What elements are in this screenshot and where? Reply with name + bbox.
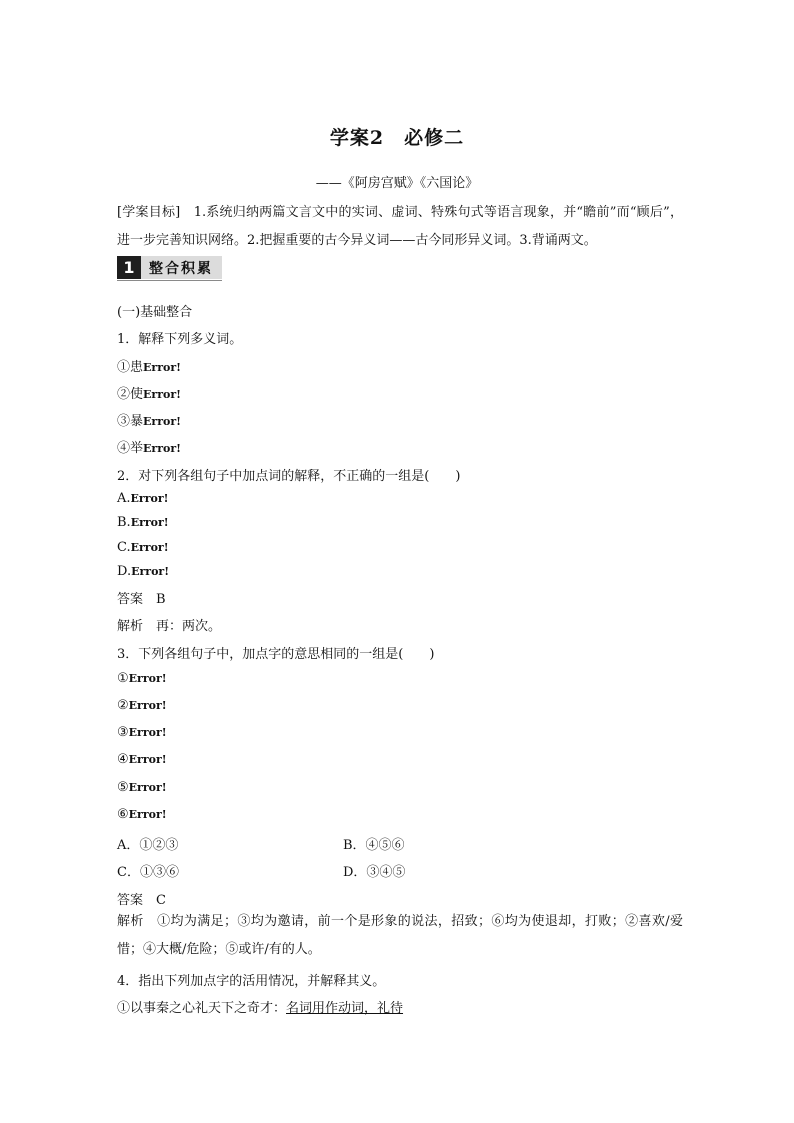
- q3-choice-a: A．①②③: [117, 838, 179, 853]
- error-text: Error!: [130, 492, 169, 505]
- goal-text: 1.系统归纳两篇文言文中的实词、虚词、特殊句式等语言现象，并“瞻前”而“顾后”，进一步完善知识网络。2.把握重要的古今异义词——古今同形异义词。3.背诵两文。: [117, 205, 683, 248]
- section-header: [117, 256, 222, 279]
- subsection-title: (一)基础整合: [117, 305, 193, 320]
- q2-stem: 2．对下列各组句子中加点词的解释，不正确的一组是( ): [117, 469, 461, 484]
- q4-item: [117, 997, 403, 1016]
- page-title: 学案2 必修二: [329, 127, 465, 149]
- q3-item-prefix: ⑥: [117, 807, 129, 822]
- q3-choice-c: C．①③⑥: [117, 865, 179, 880]
- q3-analysis: 解析 ①均为满足；③均为邀请，前一个是形象的说法，招致；⑥均为使退却，打败；②喜欢/爱惜；④大概/危险；⑤或许/有的人。: [117, 914, 683, 957]
- error-text: Error!: [143, 361, 181, 374]
- q2-answer: 答案 B: [117, 592, 166, 607]
- q3-choice-b: B．④⑤⑥: [343, 838, 405, 853]
- q2-option-letter: B.: [117, 515, 131, 530]
- q1-item: [117, 410, 181, 429]
- q2-option-letter: A.: [117, 491, 131, 506]
- error-text: Error!: [131, 565, 170, 578]
- q3-item: [117, 698, 167, 713]
- q3-item: [117, 752, 167, 767]
- section-label: 整合积累: [149, 260, 213, 277]
- q1-item: [117, 356, 181, 375]
- error-text: Error!: [130, 541, 169, 554]
- q3-answer: 答案 C: [117, 893, 166, 908]
- error-text: Error!: [128, 672, 167, 685]
- goal-tag: [学案目标]: [117, 205, 181, 220]
- q1-item-prefix: ①患: [117, 360, 144, 375]
- q1-item-prefix: ②使: [117, 387, 144, 402]
- q3-choice-d: D．③④⑤: [343, 865, 406, 880]
- learning-goal: [117, 199, 683, 255]
- page-subtitle: ——《阿房宫赋》《六国论》: [315, 176, 479, 191]
- error-text: Error!: [128, 726, 167, 739]
- q1-item: [117, 383, 181, 402]
- q3-item-prefix: ③: [117, 725, 129, 740]
- q3-item: [117, 807, 167, 822]
- error-text: Error!: [128, 781, 167, 794]
- q3-item-prefix: ①: [117, 671, 129, 686]
- q2-option-letter: D.: [117, 564, 132, 579]
- q3-stem: 3．下列各组句子中，加点字的意思相同的一组是( ): [117, 647, 435, 662]
- q2-option: [117, 540, 169, 555]
- q3-item: [117, 780, 167, 795]
- error-text: Error!: [128, 808, 167, 821]
- q2-analysis: 解析 再：两次。: [117, 619, 222, 634]
- section-underline: [117, 280, 222, 281]
- q4-item-answer: 名词用作动词，礼待: [286, 1001, 404, 1016]
- error-text: Error!: [143, 388, 181, 401]
- error-text: Error!: [128, 753, 167, 766]
- q3-item: [117, 725, 167, 740]
- error-text: Error!: [143, 415, 181, 428]
- q3-item-prefix: ④: [117, 752, 129, 767]
- q2-option: [117, 491, 168, 506]
- q3-item-prefix: ②: [117, 698, 129, 713]
- q2-option: [117, 564, 169, 579]
- q4-stem: 4．指出下列加点字的活用情况，并解释其义。: [117, 974, 386, 989]
- section-number: 1: [117, 256, 141, 279]
- q1-item-prefix: ③暴: [117, 414, 144, 429]
- q1-item: [117, 437, 181, 456]
- q2-option: [117, 515, 169, 530]
- q2-option-letter: C.: [117, 540, 131, 555]
- q3-item-prefix: ⑤: [117, 780, 129, 795]
- error-text: Error!: [143, 442, 181, 455]
- q1-stem: 1．解释下列多义词。: [117, 332, 243, 347]
- error-text: Error!: [130, 516, 169, 529]
- error-text: Error!: [128, 699, 167, 712]
- q4-item-text: ①以事秦之心礼天下之奇才：: [117, 1001, 287, 1016]
- q3-item: [117, 671, 167, 686]
- q1-item-prefix: ④举: [117, 441, 144, 456]
